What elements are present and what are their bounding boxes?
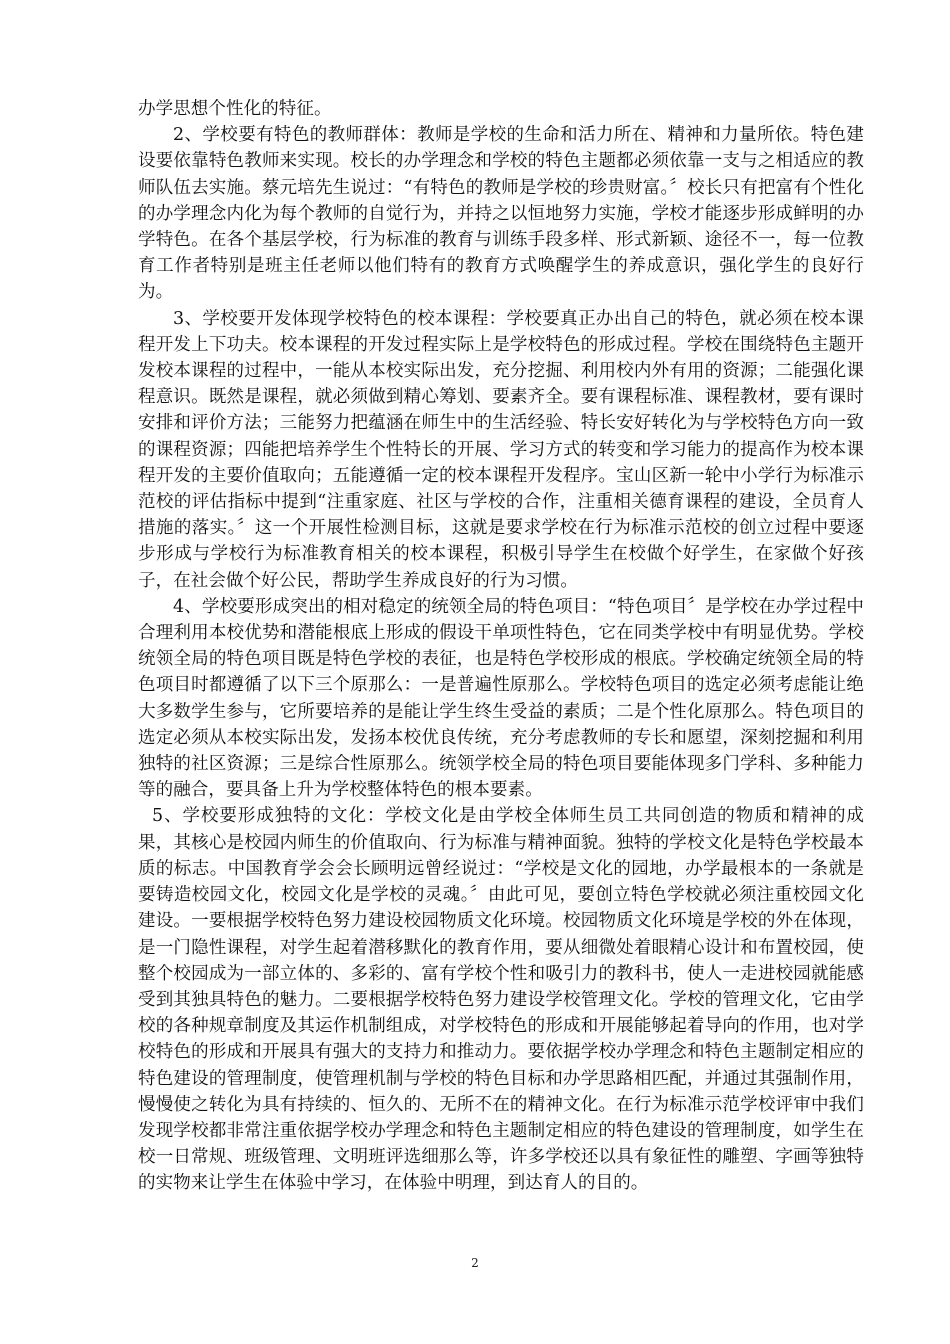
body-text [138,96,864,1197]
paragraph-culture: 5、学校要形成独特的文化：学校文化是由学校全体师生员工共同创造的物质和精神的成果，其核心是校园内师生的价值取向、行为标准与精神面貌。独特的学校文化是特色学校最本质的标志。中国教育学会会长顾明远曾经说过：“学校是文化的园地，办学最根本的一条就是要铸造校园文化，校园文化是学校的灵魂。〞由此可见，要创立特色学校就必须注重校园文化建设。一要根据学校特色努力建设校园物质文化环境。校园物质文化环境是学校的外在体现，是一门隐性课程，对学生起着潜移默化的教育作用，要从细微处着眼精心设计和布置校园，使整个校园成为一部立体的、多彩的、富有学校个性和吸引力的教科书，使人一走进校园就能感受到其独具特色的魅力。二要根据学校特色努力建设学校管理文化。学校的管理文化，它由学校的各种规章制度及其运作机制组成，对学校特色的形成和开展能够起着导向的作用，也对学校特色的形成和开展具有强大的支持力和推动力。要依据学校办学理念和特色主题制定相应的特色建设的管理制度，使管理机制与学校的特色目标和办学思路相匹配，并通过其强制作用，慢慢使之转化为具有持续的、恒久的、无所不在的精神文化。在行为标准示范学校评审中我们发现学校都非常注重依据学校办学理念和特色主题制定相应的特色建设的管理制度，如学生在校一日常规、班级管理、文明班评选细那么等，许多学校还以具有象征性的雕塑、字画等独特的实物来让学生在体验中学习，在体验中明理，到达育人的目的。 [138,806,864,1194]
paragraph-projects: 4、学校要形成突出的相对稳定的统领全局的特色项目：“特色项目〞是学校在办学过程中合理利用本校优势和潜能根底上形成的假设干单项性特色，它在同类学校中有明显优势。学校统领全局的特色项目既是特色学校的表征，也是特色学校形成的根底。学校确定统领全局的特色项目时都遵循了以下三个原那么：一是普遍性原那么。学校特色项目的选定必须考虑能让绝大多数学生参与，它所要培养的是能让学生终生受益的素质；二是个性化原那么。特色项目的选定必须从本校实际出发，发扬本校优良传统，充分考虑教师的专长和愿望，深刻挖掘和利用独特的社区资源；三是综合性原那么。统领学校全局的特色项目要能体现多门学科、多种能力等的融合，要具备上升为学校整体特色的根本要素。 [138,596,864,801]
paragraph-teachers: 2、学校要有特色的教师群体：教师是学校的生命和活力所在、精神和力量所依。特色建设要依靠特色教师来实现。校长的办学理念和学校的特色主题都必须依靠一支与之相适应的教师队伍去实施。蔡元培先生说过：“有特色的教师是学校的珍贵财富。〞校长只有把富有个性化的办学理念内化为每个教师的自觉行为，并持之以恒地努力实施，学校才能逐步形成鲜明的办学特色。在各个基层学校，行为标准的教育与训练手段多样、形式新颖、途径不一，每一位教育工作者特别是班主任老师以他们特有的教育方式唤醒学生的养成意识，强化学生的良好行为。 [138,125,864,303]
paragraph-continuation: 办学思想个性化的特征。 [138,99,332,119]
page-number: 2 [471,1256,479,1270]
paragraph-curriculum: 3、学校要开发体现学校特色的校本课程：学校要真正办出自己的特色，就必须在校本课程开发上下功夫。校本课程的开发过程实际上是学校特色的形成过程。学校在围绕特色主题开发校本课程的过程中，一能从本校实际出发，充分挖掘、利用校内外有用的资源；二能强化课程意识。既然是课程，就必须做到精心筹划、要素齐全。要有课程标准、课程教材，要有课时安排和评价方法；三能努力把蕴涵在师生中的生活经验、特长安好转化为与学校特色方向一致的课程资源；四能把培养学生个性特长的开展、学习方式的转变和学习能力的提高作为校本课程开发的主要价值取向；五能遵循一定的校本课程开发程序。宝山区新一轮中小学行为标准示范校的评估指标中提到“注重家庭、社区与学校的合作，注重相关德育课程的建设，全员育人措施的落实。〞这一个开展性检测目标，这就是要求学校在行为标准示范校的创立过程中要逐步形成与学校行为标准教育相关的校本课程，积极引导学生在校做个好学生，在家做个好孩子，在社会做个好公民，帮助学生养成良好的行为习惯。 [138,308,864,591]
